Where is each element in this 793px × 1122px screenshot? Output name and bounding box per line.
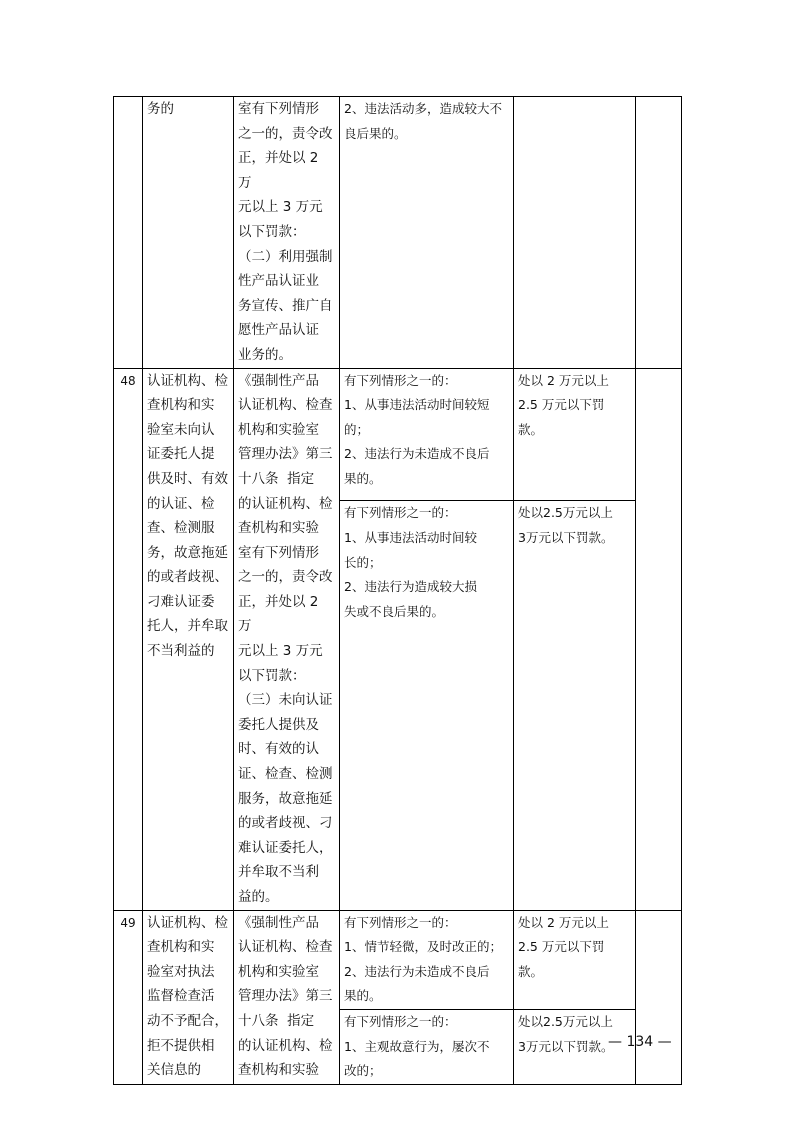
text-line: 2、违法活动多，造成较大不 <box>344 101 502 116</box>
text-line: 1、主观故意行为，屡次不 <box>344 1038 490 1054</box>
text-line: 的认证机构、检 <box>238 495 333 512</box>
violation-description <box>143 368 234 910</box>
text-line: 2.5 万元以下罚 <box>518 939 605 955</box>
discretion-condition <box>340 910 514 1009</box>
text-line: 2.5 万元以下罚 <box>518 397 605 413</box>
text-line: 之一的，责令改 <box>238 569 333 586</box>
table-row <box>114 97 682 369</box>
text-line: 供及时、有效 <box>147 470 228 487</box>
violation-description <box>143 910 234 1084</box>
text-line: 服务，故意拖延 <box>238 790 333 807</box>
text-line: 认证机构、检 <box>147 914 228 931</box>
text-line: 有下列情形之一的： <box>344 914 457 930</box>
text-line: 处以2.5万元以上 <box>518 505 613 521</box>
penalty-amount <box>514 910 636 1009</box>
text-line: 的或者歧视、刁 <box>238 815 333 832</box>
text-line: 果的。 <box>344 988 382 1004</box>
discretion-condition <box>340 97 514 369</box>
penalty-amount <box>514 97 636 369</box>
penalty-amount <box>514 501 636 910</box>
text-line: 益的。 <box>238 889 279 905</box>
text-line: 果的。 <box>344 470 382 486</box>
text-line: 查机构和实 <box>147 939 215 956</box>
text-line: 的认证机构、检 <box>238 1037 333 1054</box>
text-line: 有下列情形之一的： <box>344 1013 457 1029</box>
text-line: （三）未向认证 <box>238 692 333 709</box>
text-line: 认证机构、检 <box>147 372 228 389</box>
text-line: 长的； <box>344 554 382 570</box>
text-line: 1、情节轻微，及时改正的； <box>344 939 502 955</box>
text-line: 务，故意拖延 <box>147 544 228 561</box>
text-line: 2、违法行为造成较大损 <box>344 579 477 595</box>
text-line: 处以2.5万元以上 <box>518 1013 613 1029</box>
text-line: 管理办法》第三 <box>238 988 333 1005</box>
page-number: — 134 — <box>608 1034 672 1050</box>
text-line: 认证机构、检查 <box>238 939 333 956</box>
discretion-condition <box>340 368 514 501</box>
text-line: 机构和实验室 <box>238 963 319 980</box>
text-line: 室有下列情形 <box>238 101 319 117</box>
text-line: 愿性产品认证 <box>238 322 319 339</box>
text-line: 2、违法行为未造成不良后 <box>344 963 490 979</box>
text-line: 3万元以下罚款。 <box>518 529 614 545</box>
row-number: 48 <box>114 368 143 910</box>
text-line: 有下列情形之一的： <box>344 505 457 521</box>
text-line: 款。 <box>518 963 544 979</box>
text-line: 刁难认证委 <box>147 593 215 610</box>
text-line: 验室对执法 <box>147 963 215 980</box>
text-line: 动不予配合， <box>147 1012 228 1029</box>
table-row <box>114 910 682 1009</box>
text-line: 款。 <box>518 421 544 437</box>
text-line: 正，并处以 2 万 <box>238 150 323 191</box>
text-line: 元以上 3 万元 <box>238 643 323 660</box>
text-line: 室有下列情形 <box>238 544 319 561</box>
extra-cell <box>636 368 682 910</box>
text-line: 验室未向认 <box>147 421 215 438</box>
violation-description <box>143 97 234 369</box>
discretion-condition <box>340 501 514 910</box>
text-line: 难认证委托人， <box>238 839 333 856</box>
text-line: 有下列情形之一的： <box>344 372 457 388</box>
text-line: 机构和实验室 <box>238 421 319 438</box>
text-line: 托人，并牟取 <box>147 618 228 635</box>
text-line: 处以 2 万元以上 <box>518 914 609 930</box>
text-line: 务的 <box>147 101 174 117</box>
text-line: 1、从事违法活动时间较 <box>344 529 477 545</box>
text-line: 并牟取不当利 <box>238 864 319 881</box>
text-line: 证委托人提 <box>147 446 215 463</box>
extra-cell <box>636 97 682 369</box>
text-line: 认证机构、检查 <box>238 397 333 414</box>
text-line: 十八条 指定 <box>238 470 315 487</box>
text-line: 查机构和实 <box>147 397 215 414</box>
penalty-standards-table <box>113 96 682 1085</box>
text-line: 元以上 3 万元 <box>238 199 323 216</box>
text-line: 失或不良后果的。 <box>344 603 445 619</box>
text-line: 3万元以下罚款。 <box>518 1038 614 1054</box>
legal-basis <box>234 910 340 1084</box>
text-line: 以下罚款： <box>238 223 306 240</box>
legal-basis <box>234 97 340 369</box>
text-line: 查机构和实验 <box>238 520 319 537</box>
text-line: 十八条 指定 <box>238 1012 315 1029</box>
text-line: 良后果的。 <box>344 125 407 141</box>
discretion-condition <box>340 1009 514 1084</box>
text-line: 查、检测服 <box>147 520 215 537</box>
text-line: （二）利用强制 <box>238 248 333 265</box>
text-line: 处以 2 万元以上 <box>518 372 609 388</box>
text-line: 的认证、检 <box>147 495 215 512</box>
text-line: 以下罚款： <box>238 667 306 684</box>
row-number: 49 <box>114 910 143 1084</box>
text-line: 的； <box>344 421 370 437</box>
text-line: 《强制性产品 <box>238 372 319 389</box>
extra-cell <box>636 910 682 1084</box>
text-line: 查机构和实验 <box>238 1062 319 1079</box>
text-line: 证、检查、检测 <box>238 766 333 783</box>
table-row <box>114 368 682 501</box>
text-line: 2、违法行为未造成不良后 <box>344 446 490 462</box>
text-line: 正，并处以 2 万 <box>238 593 323 635</box>
text-line: 改的； <box>344 1063 382 1079</box>
text-line: 《强制性产品 <box>238 914 319 931</box>
row-number <box>114 97 143 369</box>
text-line: 务宣传、推广自 <box>238 297 333 314</box>
penalty-amount <box>514 368 636 501</box>
text-line: 性产品认证业 <box>238 273 319 290</box>
legal-basis <box>234 368 340 910</box>
text-line: 委托人提供及 <box>238 716 319 733</box>
text-line: 业务的。 <box>238 346 292 363</box>
text-line: 时、有效的认 <box>238 741 319 758</box>
text-line: 关信息的 <box>147 1062 201 1079</box>
text-line: 监督检查活 <box>147 988 215 1005</box>
text-line: 1、从事违法活动时间较短 <box>344 397 490 413</box>
text-line: 管理办法》第三 <box>238 446 333 463</box>
text-line: 不当利益的 <box>147 643 215 660</box>
text-line: 之一的，责令改 <box>238 125 333 142</box>
text-line: 拒不提供相 <box>147 1037 215 1054</box>
text-line: 的或者歧视、 <box>147 569 228 586</box>
